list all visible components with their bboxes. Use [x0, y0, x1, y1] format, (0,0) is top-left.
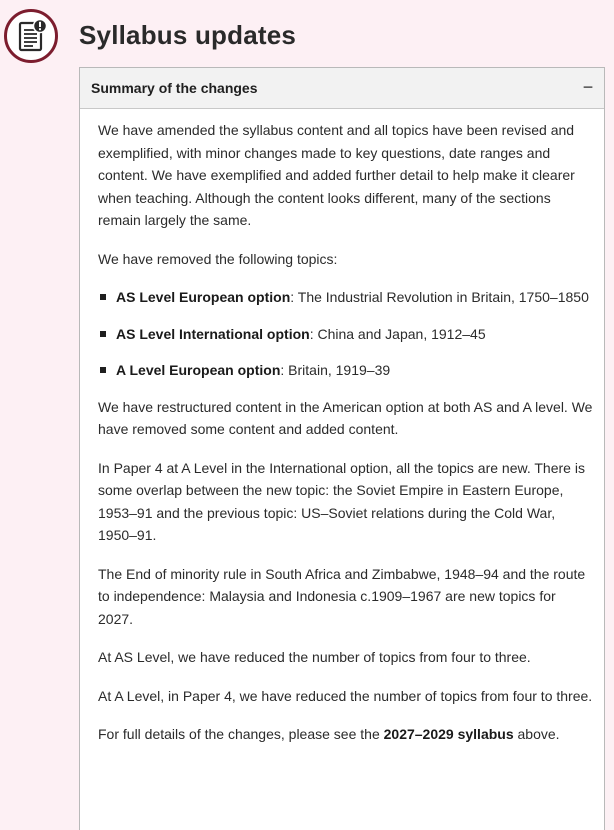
- new-topics-paragraph: The End of minority rule in South Africa and Zimbabwe, 1948–94 and the route to independence: Malaysia and Indonesia c.1909–1967 are new topics for 2027.: [98, 565, 586, 627]
- topic-detail: : Britain, 1919–39: [280, 362, 391, 378]
- a-level-paragraph: At A Level, in Paper 4, we have reduced the number of topics from four to three.: [98, 687, 593, 704]
- removed-topics-intro: We have removed the following topics:: [98, 250, 338, 267]
- topic-detail: : The Industrial Revolution in Britain, 1750–1850: [290, 289, 589, 305]
- document-alert-icon: [4, 9, 58, 63]
- removed-topics-list: [98, 286, 594, 382]
- topic-option: AS Level European option: [116, 289, 291, 305]
- final-text-post: above.: [513, 726, 560, 742]
- collapse-icon[interactable]: −: [582, 77, 594, 97]
- as-level-paragraph: At AS Level, we have reduced the number of topics from four to three.: [98, 649, 531, 665]
- restructured-paragraph: We have restructured content in the American option at both AS and A level. We have removed some content and added content.: [98, 398, 593, 437]
- topic-option: A Level European option: [116, 362, 281, 378]
- bullet-icon: [100, 367, 106, 373]
- summary-accordion: [79, 67, 605, 830]
- syllabus-link-text: 2027–2029 syllabus: [383, 726, 514, 742]
- topic-option: AS Level International option: [116, 325, 310, 342]
- intro-paragraph: We have amended the syllabus content and all topics have been revised and exemplified, with minor changes made to key questions, date ranges and content. We have exemplified and added further detail to help make it clearer when teaching. Although the content looks different, many of the sections remain largely the same.: [98, 122, 575, 228]
- topic-detail: : China and Japan, 1912–45: [309, 325, 486, 342]
- list-item: [98, 323, 594, 346]
- paper4-paragraph: In Paper 4 at A Level in the International option, all the topics are new. There is some overlap between the new topic: the Soviet Empire in Eastern Europe, 1953–91 and the previous topic: US–Soviet relations during the Cold War, 1950–91.: [98, 459, 585, 543]
- list-item: [98, 286, 594, 309]
- accordion-header-label: Summary of the changes: [91, 80, 258, 96]
- bullet-icon: [100, 294, 106, 300]
- list-item: [98, 359, 594, 382]
- accordion-header[interactable]: [80, 68, 604, 109]
- page-title: Syllabus updates: [79, 20, 297, 50]
- accordion-body: [80, 109, 604, 746]
- bullet-icon: [100, 331, 106, 337]
- final-paragraph: [98, 723, 594, 746]
- document-alert-icon-graphic: [7, 12, 55, 60]
- final-text-pre: For full details of the changes, please see the: [98, 726, 384, 742]
